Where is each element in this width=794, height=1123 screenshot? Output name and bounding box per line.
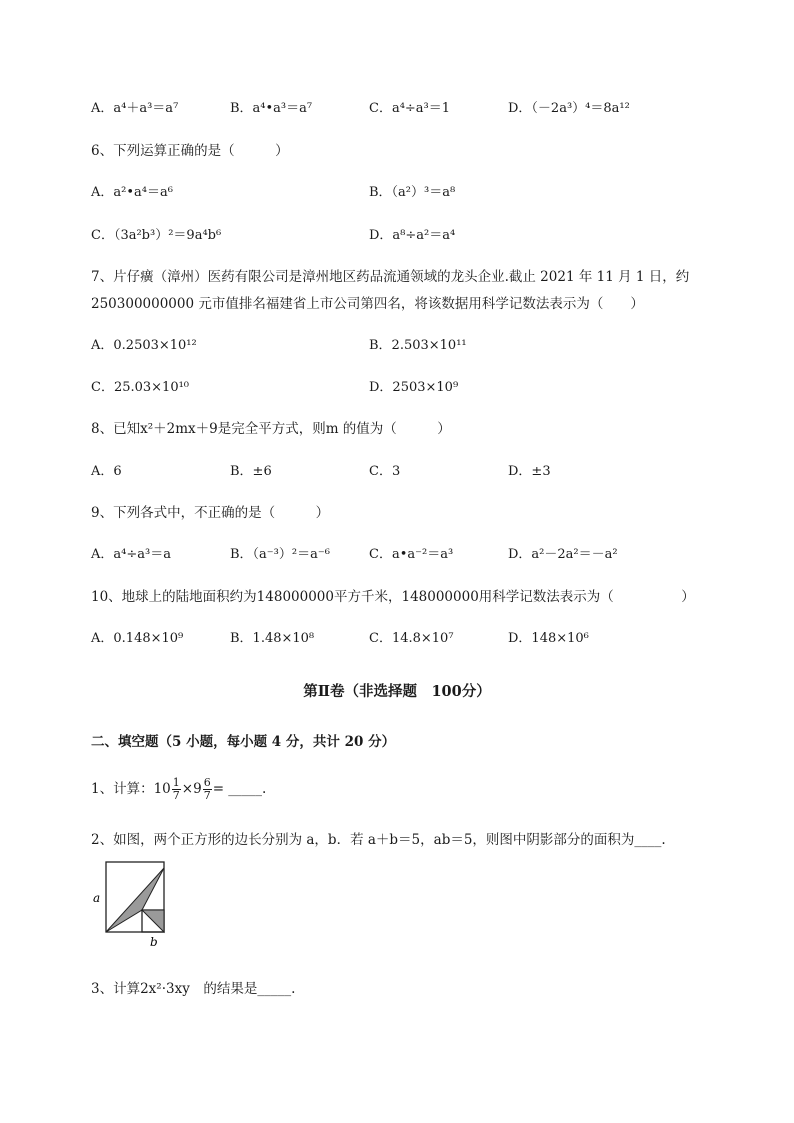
fill1-fraction-1-denominator: 7 <box>172 789 180 802</box>
fill1 <box>91 776 266 802</box>
q5-option-b: B．a⁴•a³＝a⁷ <box>230 101 313 116</box>
fill2-stem: 2、如图，两个正方形的边长分别为 a，b．若 a＋b＝5，ab＝5，则图中阴影部分的面积为____. <box>91 832 666 848</box>
q7-stem-line1: 7、片仔癀（漳州）医药有限公司是漳州地区药品流通领域的龙头企业.截止 2021 年 11 月 1 日，约 <box>91 269 690 285</box>
label-a: a <box>93 891 101 905</box>
q7-option-b: B．2.503×10¹¹ <box>369 338 467 353</box>
q8-option-d: D．±3 <box>508 464 551 479</box>
q6-option-c: C．（3a²b³）²＝9a⁴b⁶ <box>91 228 222 243</box>
q9-stem: 9、下列各式中，不正确的是（ ） <box>91 505 330 521</box>
q6-option-b: B．（a²）³＝a⁸ <box>369 185 456 200</box>
q5-option-a: A．a⁴＋a³＝a⁷ <box>91 101 179 116</box>
fill1-suffix: = _____. <box>212 781 267 797</box>
q8-stem: 8、已知x²＋2mx＋9是完全平方式，则m 的值为（ ） <box>91 421 451 437</box>
fill1-prefix: 1、计算：10 <box>91 781 171 797</box>
fill1-fraction-1-numerator: 1 <box>172 776 180 789</box>
q5-option-d: D．（－2a³）⁴＝8a¹² <box>508 101 630 116</box>
q9-option-c: C．a•a⁻²＝a³ <box>369 547 454 562</box>
q8-option-b: B．±6 <box>230 464 272 479</box>
fill1-fraction-2-numerator: 6 <box>203 776 211 789</box>
q7-stem-line2: 250300000000 元市值排名福建省上市公司第四名，将该数据用科学记数法表示为（ ） <box>91 296 644 312</box>
fill1-fraction-2-denominator: 7 <box>203 789 211 802</box>
q10-stem: 10、地球上的陆地面积约为148000000平方千米，148000000用科学记数法表示为（ ） <box>91 589 695 605</box>
q7-option-d: D．2503×10⁹ <box>369 380 459 395</box>
q7-option-a: A．0.2503×10¹² <box>91 338 197 353</box>
fill1-fraction-2 <box>203 777 212 802</box>
q7-option-c: C．25.03×10¹⁰ <box>91 380 190 395</box>
q10-option-d: D．148×10⁶ <box>508 631 589 646</box>
q5-option-c: C．a⁴÷a³＝1 <box>369 101 451 116</box>
q10-option-b: B．1.48×10⁸ <box>230 631 315 646</box>
q10-option-a: A．0.148×10⁹ <box>91 631 184 646</box>
label-b: b <box>150 935 158 949</box>
fill1-mid: ×9 <box>181 781 202 797</box>
squares-figure <box>90 860 190 956</box>
fill1-fraction-1 <box>172 777 181 802</box>
squares-diagram <box>90 860 190 952</box>
q6-option-a: A．a²•a⁴＝a⁶ <box>91 185 173 200</box>
q8-option-c: C．3 <box>369 464 401 479</box>
q9-option-b: B．（a⁻³）²＝a⁻⁶ <box>230 547 330 562</box>
q8-option-a: A．6 <box>91 464 122 479</box>
part2-title: 第Ⅱ卷（非选择题 100分） <box>303 683 491 700</box>
q6-stem: 6、下列运算正确的是（ ） <box>91 143 289 159</box>
fill3-stem: 3、计算2x²·3xy 的结果是_____. <box>91 981 296 997</box>
q6-option-d: D．a⁸÷a²＝a⁴ <box>369 228 456 243</box>
shaded-region-small <box>142 910 164 932</box>
q9-option-d: D．a²－2a²＝－a² <box>508 547 618 562</box>
section2-heading: 二、填空题（5 小题，每小题 4 分，共计 20 分） <box>91 734 396 750</box>
q9-option-a: A．a⁴÷a³＝a <box>91 547 171 562</box>
q10-option-c: C．14.8×10⁷ <box>369 631 454 646</box>
